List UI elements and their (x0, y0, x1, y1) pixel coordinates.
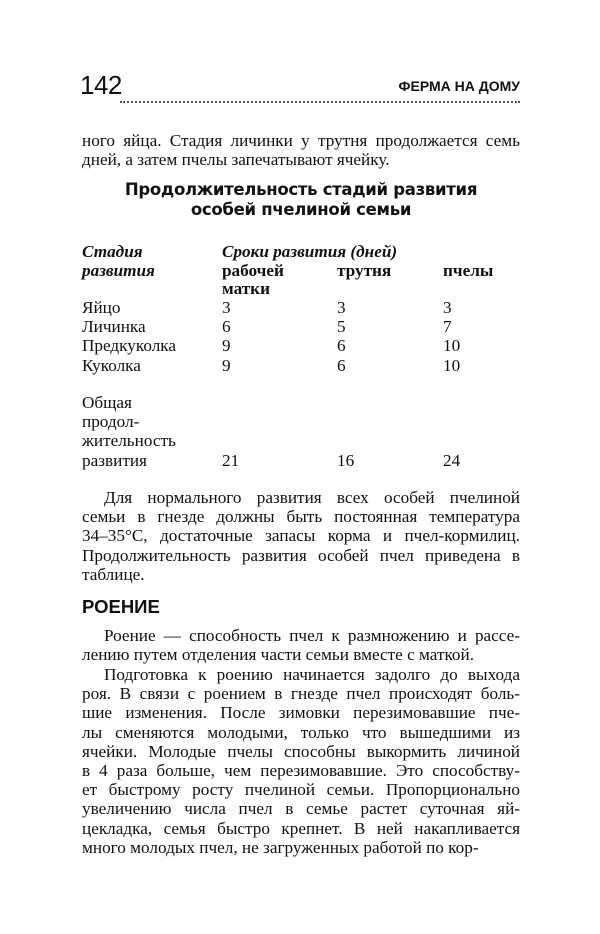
section-heading: РОЕНИЕ (82, 596, 160, 617)
stage-name: Яйцо (82, 298, 121, 317)
table-cell: 3 (337, 298, 346, 317)
text-line: ячейки. Молодые пчелы способны выкормить личиной (82, 741, 520, 761)
text-line: Подготовка к роению начинается задолго до выхода (104, 665, 520, 684)
stage-name: Предкуколка (82, 336, 176, 356)
table-cell: 3 (443, 298, 452, 317)
table-cell: 9 (222, 355, 231, 375)
total-cell: 16 (337, 450, 355, 470)
text-line: лению путем отделения части семьи вместе с маткой. (82, 645, 475, 665)
column-header-worker: рабочей (222, 261, 284, 280)
column-header-bee: пчелы (443, 261, 494, 280)
terms-header: Сроки развития (дней) (222, 242, 398, 261)
text-line: цекладка, семья быстро крепнет. В ней накапливается (82, 818, 520, 838)
table-cell: 6 (337, 355, 346, 375)
page-number: 142 (80, 70, 122, 100)
table-cell: 10 (443, 336, 461, 356)
total-cell: 21 (222, 450, 240, 470)
text-line: роя. В связи с роением в гнезде пчел происходят боль- (82, 684, 520, 704)
total-cell: 24 (443, 450, 461, 470)
text-line: лы сменяются молодыми, только что вышедшими из (82, 722, 520, 742)
stage-name: Куколка (82, 355, 141, 375)
text-line: семьи в гнезде должны быть постоянная температура (82, 507, 520, 527)
total-stage-label: развития (82, 450, 147, 470)
total-stage-label: Общая (82, 393, 132, 412)
total-stage-label: продол- (82, 412, 140, 432)
text-line: Для нормального развития всех особей пчелиной (104, 488, 520, 507)
table-title-line: Продолжительность стадий развития (124, 180, 478, 199)
text-line: ного яйца. Стадия личинки у трутня продолжается семь (82, 131, 520, 150)
text-line: много молодых пчел, не загруженных работой по кор- (82, 837, 479, 857)
text-line: ет быстрому росту пчелиной семьи. Пропорционально (82, 780, 520, 800)
text-line: увеличению числа пчел в семье растет суточная яй- (82, 799, 520, 819)
text-line: Продолжительность развития особей пчел приведена в (82, 545, 520, 565)
text-line: Роение — способность пчел к размножению и рассе- (104, 626, 520, 645)
text-line: в 4 раза больше, чем перезимовавшие. Это способству- (82, 761, 520, 780)
stage-header: Стадия (82, 242, 143, 261)
table-cell: 3 (222, 298, 231, 317)
table-cell: 6 (222, 317, 231, 337)
table-cell: 5 (337, 317, 346, 337)
text-line: дней, а затем пчелы запечатывают ячейку. (82, 150, 390, 170)
running-title: ФЕРМА НА ДОМУ (398, 78, 520, 94)
text-line: 34–35°С, достаточные запасы корма и пчел-кормилиц. (82, 526, 520, 546)
table-title-line: особей пчелиной семьи (190, 200, 412, 219)
stage-name: Личинка (82, 317, 146, 337)
table-cell: 6 (337, 336, 346, 356)
column-header-drone: трутня (337, 261, 392, 280)
total-stage-label: жительность (82, 431, 176, 451)
table-cell: 9 (222, 336, 231, 356)
stage-header: развития (82, 261, 155, 280)
header-rule (120, 101, 520, 103)
text-line: таблице. (82, 564, 145, 584)
text-line: шие изменения. После зимовки перезимовавшие пче- (82, 703, 520, 723)
table-cell: 10 (443, 355, 461, 375)
column-header-worker: матки (222, 279, 270, 298)
table-cell: 7 (443, 317, 452, 337)
